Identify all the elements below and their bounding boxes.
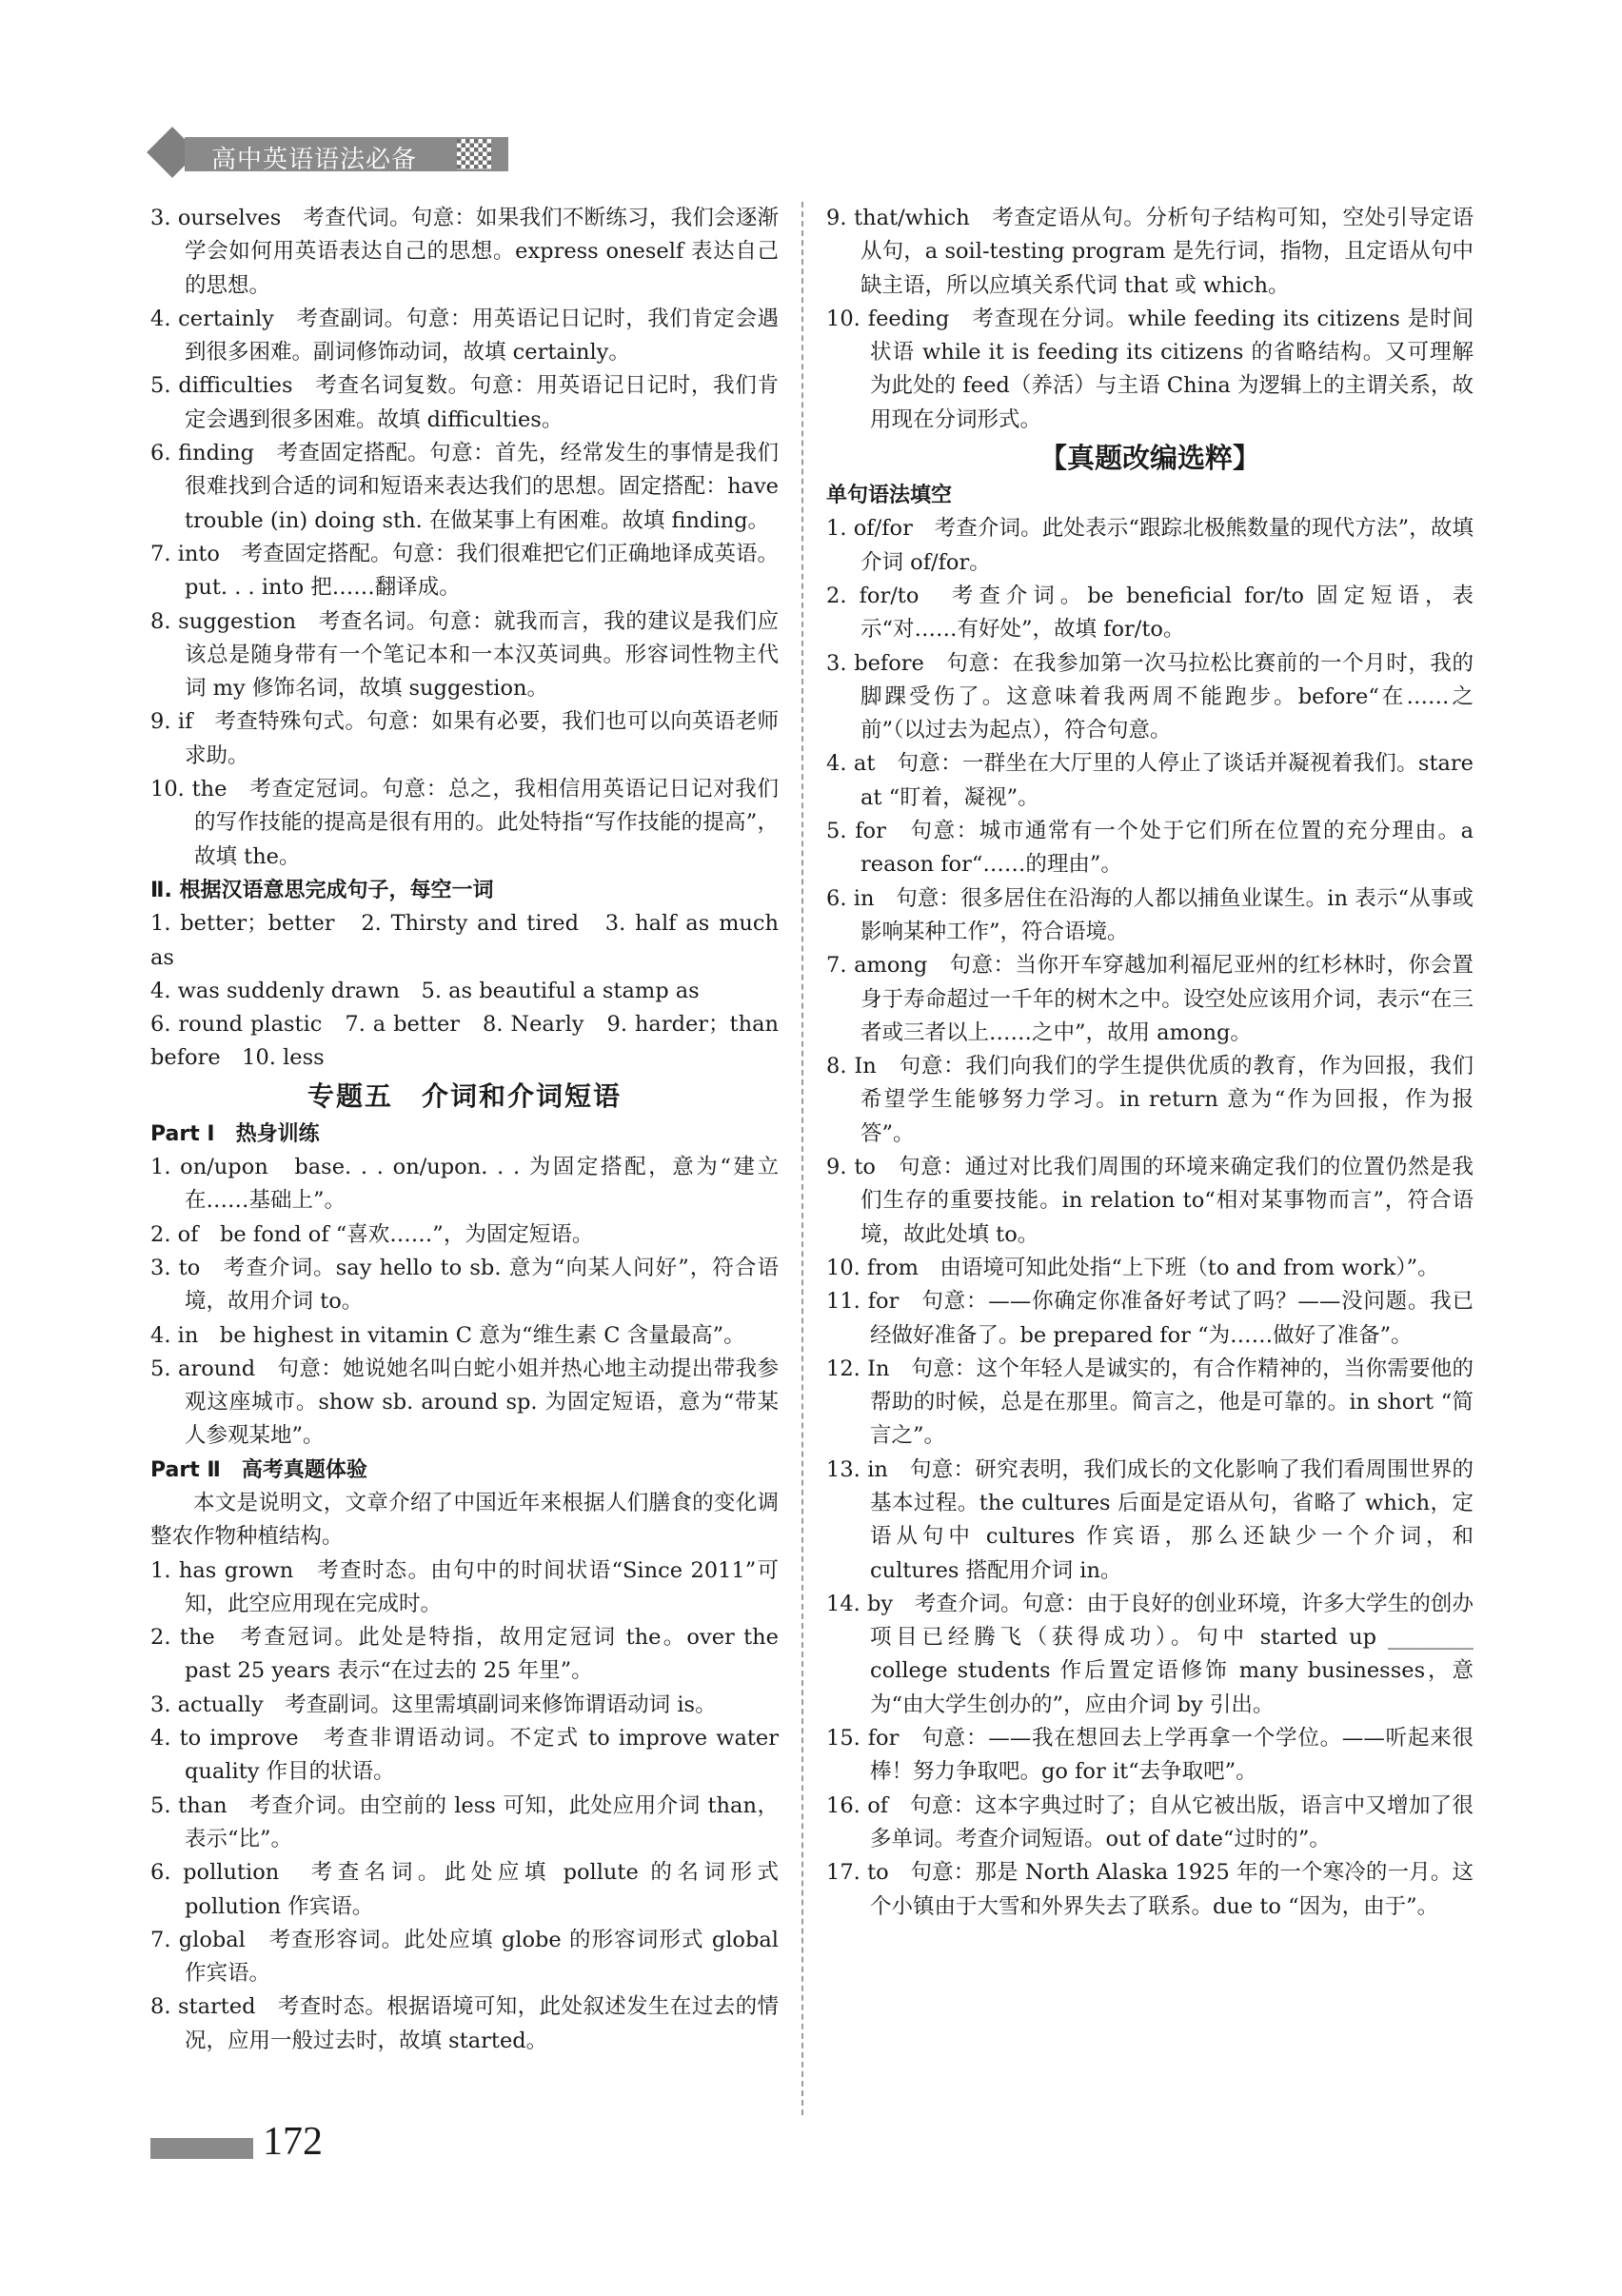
answer-item: 8. suggestion 考查名词。句意：就我而言，我的建议是我们应该总是随身带有一个笔记本和一本汉英词典。形容词性物主代词 my 修饰名词，故填 suggestion。 [150,608,779,702]
answer-item: 8. started 考查时态。根据语境可知，此处叙述发生在过去的情况，应用一般过去时，故填 started。 [150,1994,779,2053]
topic-title: 【真题改编选粹】 [1038,442,1260,475]
answer-item: 1. on/upon base. . . on/upon. . . 为固定搭配，意为“建立在……基础上”。 [150,1155,779,1214]
answer-item: 8. In 句意：我们向我们的学生提供优质的教育，作为回报，我们希望学生能够努力学习。in return 意为“作为回报，作为报答”。 [826,1054,1474,1146]
answer-item: 15. for 句意：——我在想回去上学再拿一个学位。——听起来很棒！努力争取吧。go for it“去争取吧”。 [826,1726,1474,1785]
answer-item: 7. global 考查形容词。此处应填 globe 的形容词形式 global 作宾语。 [150,1927,779,1987]
answer-item: 7. among 句意：当你开车穿越加利福尼亚州的红杉林时，你会置身于寿命超过一千年的树木之中。设空处应该用介词，表示“在三者或三者以上……之中”，故用 among。 [826,953,1474,1045]
section-heading: Ⅱ. 根据汉语意思完成句子，每空一词 [150,878,494,902]
footer-bar [150,2138,253,2159]
answer-item: 17. to 句意：那是 North Alaska 1925 年的一个寒冷的一月。这个小镇由于大雪和外界失去了联系。due to “因为，由于”。 [826,1860,1474,1919]
answer-item: 5. around 句意：她说她名叫白蛇小姐并热心地主动提出带我参观这座城市。show sb. around sp. 为固定短语，意为“带某人参观某地”。 [150,1356,779,1449]
answer-item: 3. ourselves 考查代词。句意：如果我们不断练习，我们会逐渐学会如何用英语表达自己的思想。express oneself 表达自己的思想。 [150,206,779,298]
answer-item: 13. in 句意：研究表明，我们成长的文化影响了我们看周围世界的基本过程。the cultures 后面是定语从句，省略了 which，定语从句中 cultures 作宾语，那么还缺少一个介词，和 cultures 搭配用介词 in。 [826,1456,1474,1583]
header-title: 高中英语语法必备 [211,146,418,174]
section-heading: Part Ⅰ 热身训练 [150,1121,320,1146]
answer-item: 2. for/to 考查介词。be beneficial for/to 固定短语，表示“对……有好处”，故填 for/to。 [826,583,1474,643]
topic-title: 专题五 介词和介词短语 [307,1079,622,1112]
answer-item: 5. difficulties 考查名词复数。句意：用英语记日记时，我们肯定会遇到很多困难。故填 difficulties。 [150,373,779,432]
answer-item: 5. for 句意：城市通常有一个处于它们所在位置的充分理由。a reason for“……的理由”。 [826,819,1474,878]
checker-pattern-icon [457,139,491,169]
answer-item: 9. if 考查特殊句式。句意：如果有必要，我们也可以向英语老师求助。 [150,709,779,768]
intro-paragraph: 本文是说明文，文章介绍了中国近年来根据人们膳食的变化调整农作物种植结构。 [150,1490,779,1550]
answer-item: 4. certainly 考查副词。句意：用英语记日记时，我们肯定会遇到很多困难。副词修饰动词，故填 certainly。 [150,306,779,366]
page-number: 172 [263,2120,323,2164]
answer-item: 4. in be highest in vitamin C 意为“维生素 C 含量最高”。 [150,1322,745,1348]
answer-item: 2. the 考查冠词。此处是特指，故用定冠词 the。over the past 25 years 表示“在过去的 25 年里”。 [150,1625,779,1684]
answer-item: 10. feeding 考查现在分词。while feeding its citizens 是时间状语 while it is feeding its citizens 的省略结构。又可理解为此处的 feed（养活）与主语 China 为逻辑上的主谓关系，故用现在分词形式。 [826,306,1474,432]
answer-item: 7. into 考查固定搭配。句意：我们很难把它们正确地译成英语。put. . . into 把……翻译成。 [150,541,779,601]
answer-item: 3. before 句意：在我参加第一次马拉松比赛前的一个月时，我的脚踝受伤了。这意味着我两周不能跑步。before“在……之前”（以过去为起点），符合句意。 [826,650,1474,743]
answer-item: 6. pollution 考查名词。此处应填 pollute 的名词形式 pollution 作宾语。 [150,1860,779,1919]
answer-line: 1. better；better 2. Thirsty and tired 3. half as much as [150,911,779,970]
column-divider [801,202,803,2115]
answer-item: 5. than 考查介词。由空前的 less 可知，此处应用介词 than，表示“比”。 [150,1792,779,1851]
answer-line: 4. was suddenly drawn 5. as beautiful a stamp as [150,978,700,1003]
answer-item: 10. the 考查定冠词。句意：总之，我相信用英语记日记对我们的写作技能的提高是很有用的。此处特指“写作技能的提高”，故填 the。 [150,777,779,869]
left-column [150,202,779,2058]
running-header [143,129,524,177]
answer-item: 2. of be fond of “喜欢……”，为固定短语。 [150,1221,594,1247]
answer-item: 14. by 考查介词。句意：由于良好的创业环境，许多大学生的创办项目已经腾飞（获得成功）。句中 started up ________ college students 作后置定语修饰 many businesses，意为“由大学生创办的”，应由介词 by 引出。 [826,1591,1474,1717]
answer-item: 16. of 句意：这本字典过时了；自从它被出版，语言中又增加了很多单词。考查介词短语。out of date“过时的”。 [826,1792,1474,1851]
answer-item: 9. to 句意：通过对比我们周围的环境来确定我们的位置仍然是我们生存的重要技能。in relation to“相对某事物而言”，符合语境，故此处填 to。 [826,1155,1474,1247]
answer-item: 4. at 句意：一群坐在大厅里的人停止了谈话并凝视着我们。stare at “盯着，凝视”。 [826,751,1474,810]
answer-item: 11. for 句意：——你确定你准备好考试了吗？——没问题。我已经做好准备了。be prepared for “为……做好了准备”。 [826,1289,1474,1348]
answer-line: 6. round plastic 7. a better 8. Nearly 9. harder；than before 10. less [150,1012,779,1071]
answer-item: 1. of/for 考查介词。此处表示“跟踪北极熊数量的现代方法”，故填介词 of/for。 [826,516,1474,575]
section-heading: 单句语法填空 [826,484,953,508]
section-heading: Part Ⅱ 高考真题体验 [150,1457,367,1482]
answer-item: 6. finding 考查固定搭配。句意：首先，经常发生的事情是我们很难找到合适的词和短语来表达我们的思想。固定搭配：have trouble (in) doing sth. 在做某事上有困难。故填 finding。 [150,441,779,533]
answer-item: 1. has grown 考查时态。由句中的时间状语“Since 2011”可知，此空应用现在完成时。 [150,1557,779,1616]
answer-item: 6. in 句意：很多居住在沿海的人都以捕鱼业谋生。in 表示“从事或影响某种工作”，符合语境。 [826,885,1474,944]
answer-item: 10. from 由语境可知此处指“上下班（to and from work）”。 [826,1255,1439,1280]
answer-item: 12. In 句意：这个年轻人是诚实的，有合作精神的，当你需要他的帮助的时候，总是在那里。简言之，他是可靠的。in short “简言之”。 [826,1356,1474,1449]
answer-item: 4. to improve 考查非谓语动词。不定式 to improve water quality 作目的状语。 [150,1726,779,1785]
answer-item: 3. to 考查介词。say hello to sb. 意为“向某人问好”，符合语境，故用介词 to。 [150,1255,779,1315]
answer-item: 9. that/which 考查定语从句。分析句子结构可知，空处引导定语从句，a soil-testing program 是先行词，指物，且定语从句中缺主语，所以应填关系代词 that 或 which。 [826,206,1474,298]
right-column [826,202,1474,1924]
answer-item: 3. actually 考查副词。这里需填副词来修饰谓语动词 is。 [150,1692,717,1717]
